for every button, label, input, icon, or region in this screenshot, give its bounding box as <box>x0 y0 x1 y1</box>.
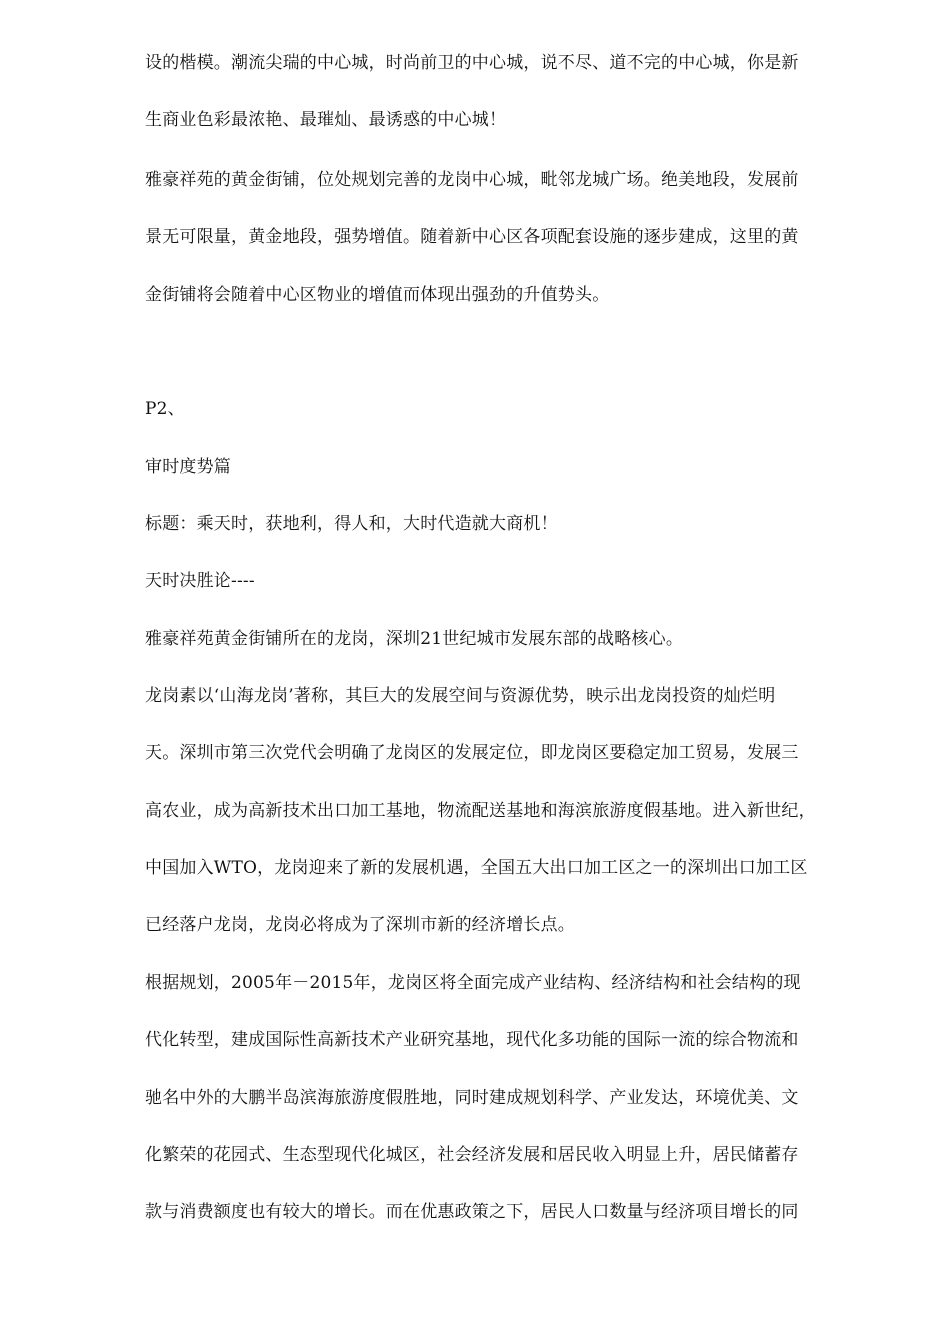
text-line: 中国加入WTO，龙岗迎来了新的发展机遇，全国五大出口加工区之一的深圳出口加工区 <box>145 858 808 878</box>
text-line: 驰名中外的大鹏半岛滨海旅游度假胜地，同时建成规划科学、产业发达，环境优美、文 <box>145 1088 799 1108</box>
text-line: 金街铺将会随着中心区物业的增值而体现出强劲的升值势头。 <box>145 285 610 305</box>
subheading: 天时决胜论---- <box>145 571 255 591</box>
text-line: 代化转型，建成国际性高新技术产业研究基地，现代化多功能的国际一流的综合物流和 <box>145 1030 799 1050</box>
text-line: 高农业，成为高新技术出口加工基地，物流配送基地和海滨旅游度假基地。进入新世纪， <box>145 801 816 821</box>
section-title: 标题：乘天时，获地利，得人和，大时代造就大商机！ <box>145 514 558 534</box>
section-heading: 审时度势篇 <box>145 457 231 477</box>
section-number: P2、 <box>145 399 185 419</box>
text-line: 雅豪祥苑的黄金街铺，位处规划完善的龙岗中心城，毗邻龙城广场。绝美地段，发展前 <box>145 170 799 190</box>
text-line: 生商业色彩最浓艳、最璀灿、最诱惑的中心城！ <box>145 110 507 130</box>
text-line: 天。深圳市第三次党代会明确了龙岗区的发展定位，即龙岗区要稳定加工贸易，发展三 <box>145 743 799 763</box>
text-line: 根据规划，2005年－2015年，龙岗区将全面完成产业结构、经济结构和社会结构的现 <box>145 973 801 993</box>
text-line: 龙岗素以‘山海龙岗’著称，其巨大的发展空间与资源优势，映示出龙岗投资的灿烂明 <box>145 686 776 706</box>
text-line: 已经落户龙岗，龙岗必将成为了深圳市新的经济增长点。 <box>145 915 575 935</box>
text-line: 景无可限量，黄金地段，强势增值。随着新中心区各项配套设施的逐步建成，这里的黄 <box>145 227 799 247</box>
text-line: 化繁荣的花园式、生态型现代化城区，社会经济发展和居民收入明显上升，居民储蓄存 <box>145 1145 799 1165</box>
text-line: 款与消费额度也有较大的增长。而在优惠政策之下，居民人口数量与经济项目增长的同 <box>145 1202 799 1222</box>
text-line: 雅豪祥苑黄金街铺所在的龙岗，深圳21世纪城市发展东部的战略核心。 <box>145 629 684 649</box>
text-line: 设的楷模。潮流尖瑞的中心城，时尚前卫的中心城，说不尽、道不完的中心城，你是新 <box>145 53 799 73</box>
